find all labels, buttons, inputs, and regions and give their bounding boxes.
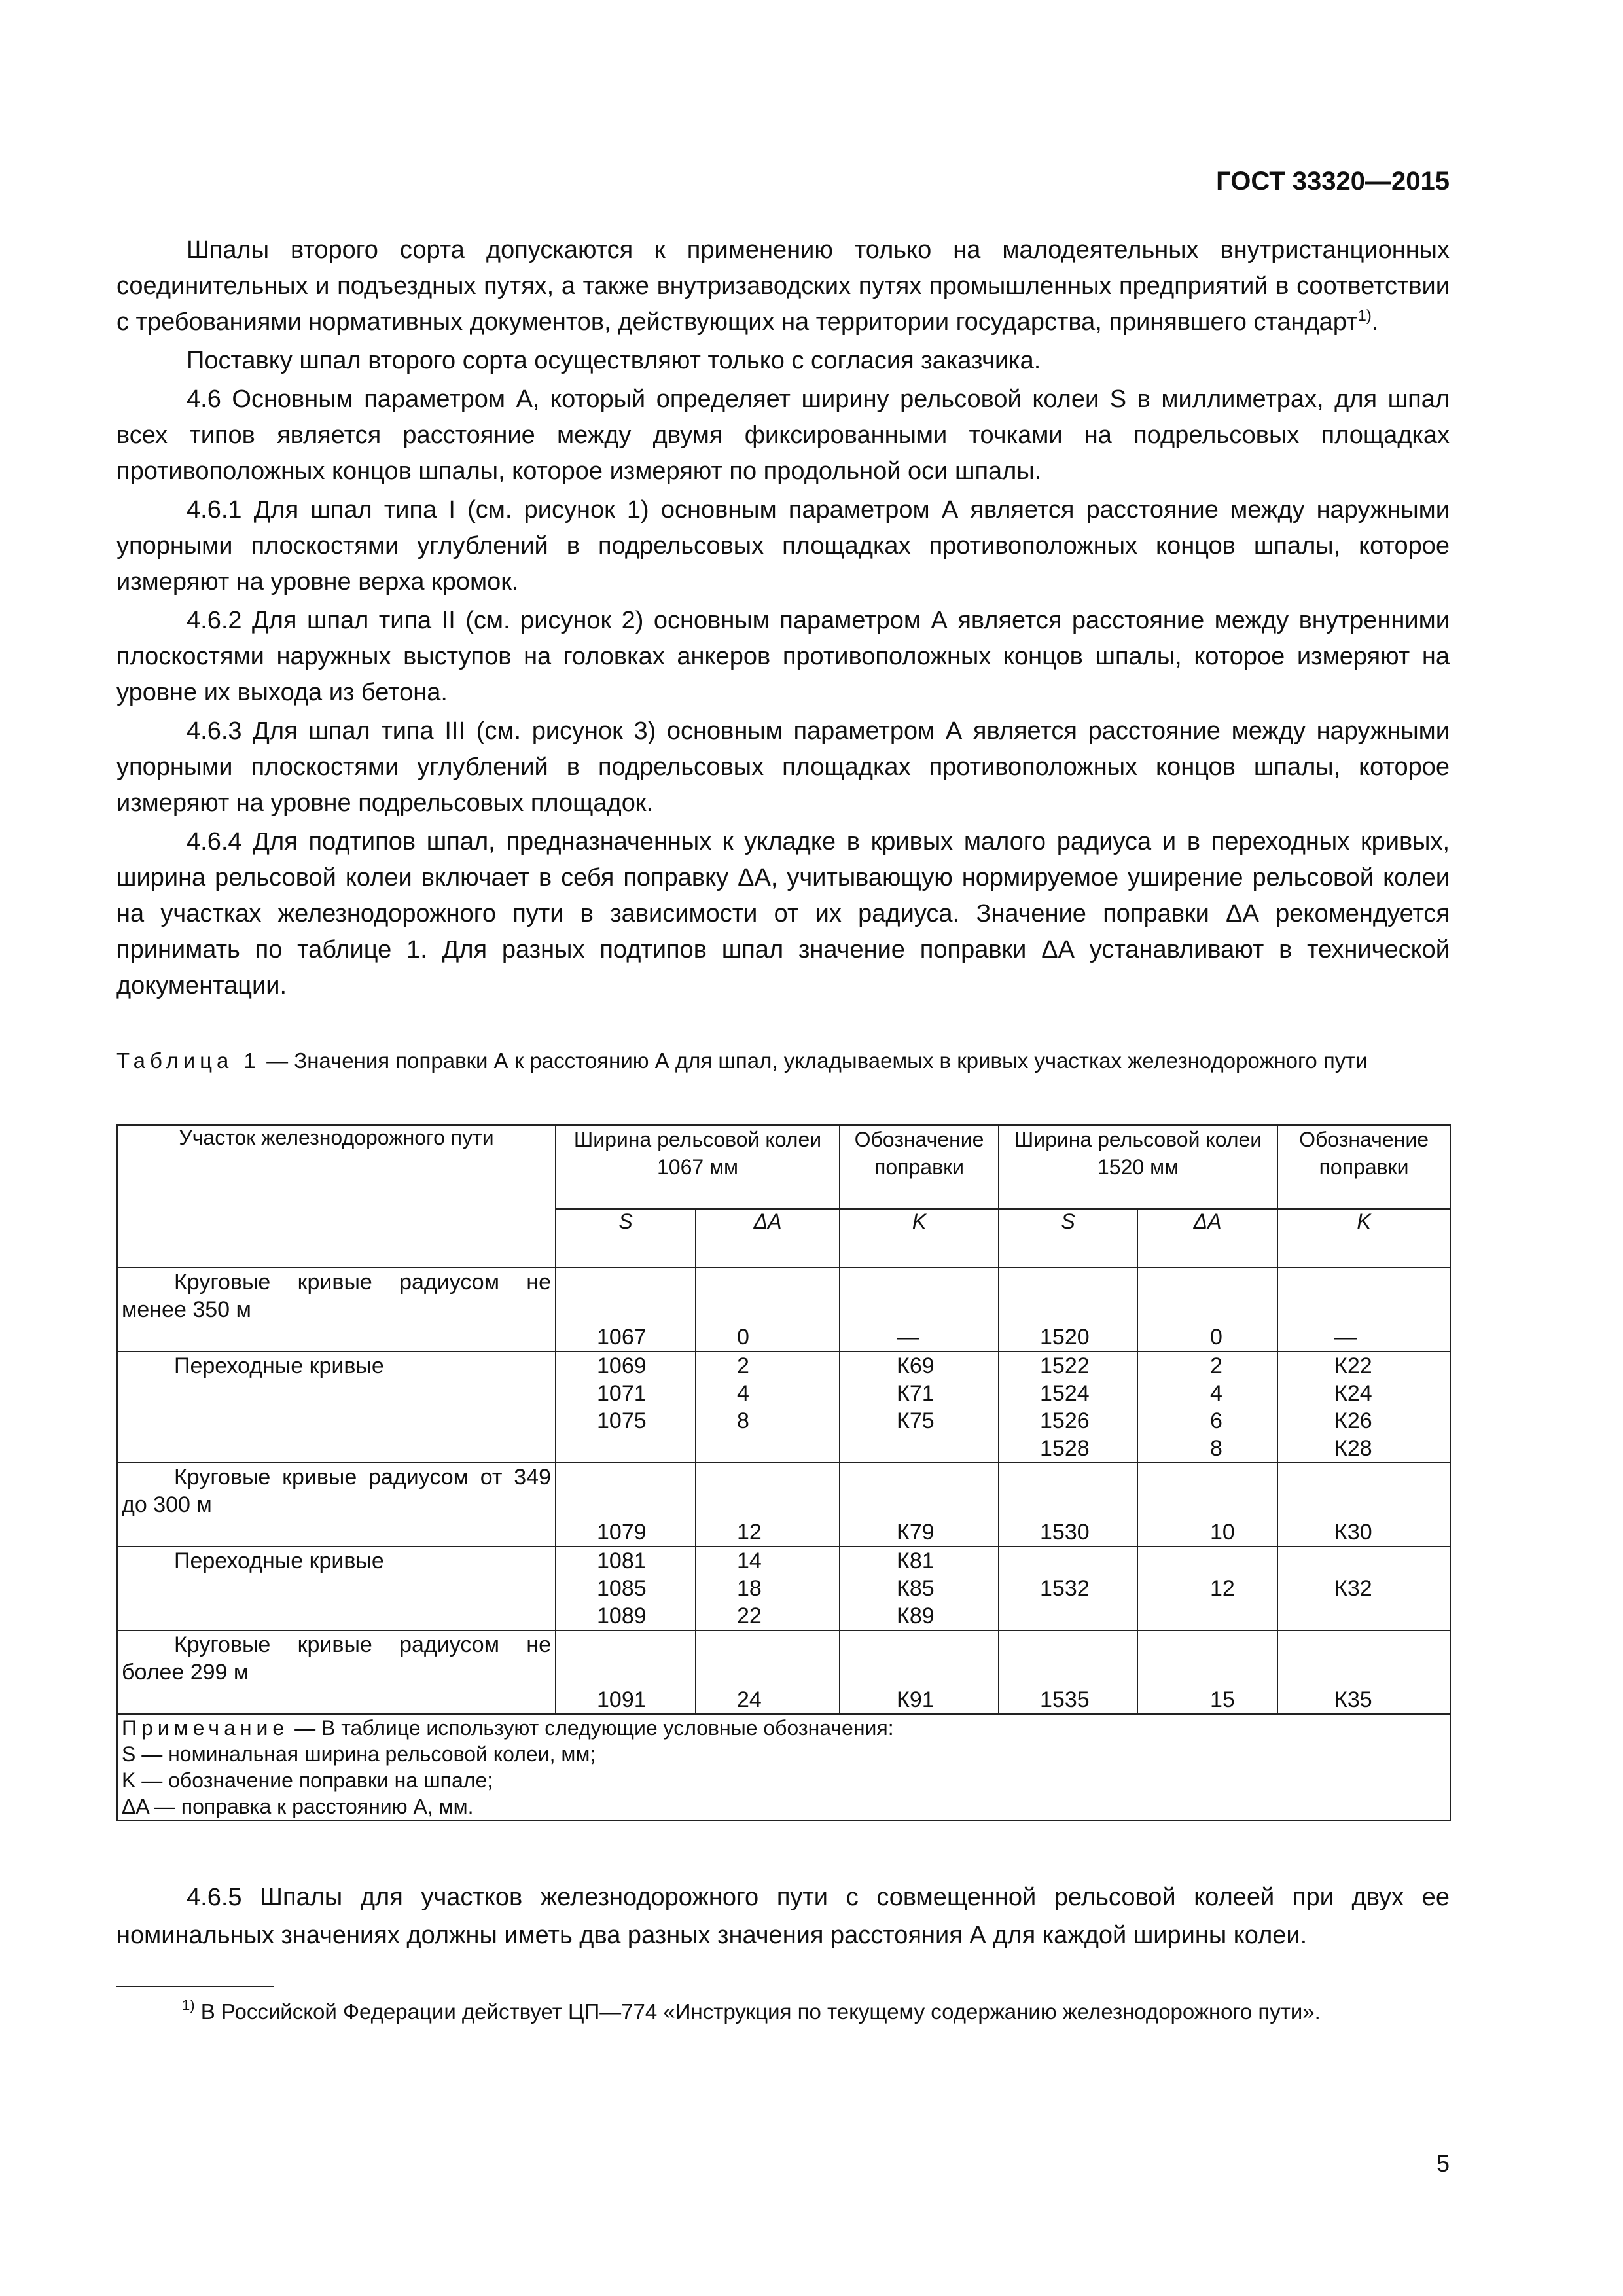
cell-mark-1067: К79	[840, 1463, 999, 1547]
sub-header-s: S	[556, 1209, 696, 1268]
table-note	[117, 1714, 1450, 1820]
row-section-label: Круговые кривые радиусом не более 299 м	[117, 1630, 556, 1714]
footnote-rule	[116, 1986, 274, 1987]
cell-s-1067: 1079	[556, 1463, 696, 1547]
cell-s-1520: 1530	[999, 1463, 1137, 1547]
cell-mark-1520: К32	[1277, 1547, 1450, 1630]
note-line: K — обозначение поправки на шпале;	[122, 1768, 493, 1792]
footnote-marker: 1)	[182, 1997, 195, 2013]
row-section-label: Переходные кривые	[117, 1547, 556, 1630]
paragraph-4-6-3: 4.6.3 Для шпал типа III (см. рисунок 3) основным параметром А является расстояние между наружными упорными плоскостями углублений в подрельсовых площадках противоположных концов шпалы, которое измеряют на уровне подрельсовых площадок.	[116, 717, 1450, 817]
cell-delta-1067: 24	[696, 1630, 840, 1714]
col-header-section: Участок железнодорожного пути	[117, 1125, 556, 1268]
note-intro-line	[122, 1715, 1446, 1741]
cell-mark-1520: К35	[1277, 1630, 1450, 1714]
row-section-label: Круговые кривые радиусом от 349 до 300 м	[117, 1463, 556, 1547]
note-intro: — В таблице используют следующие условные обозначения:	[289, 1716, 894, 1740]
cell-delta-1067: 0	[696, 1268, 840, 1352]
paragraph-4-6-4: 4.6.4 Для подтипов шпал, предназначенных к укладке в кривых малого радиуса и в переходных кривых, ширина рельсовой колеи включает в себя поправку ΔА, учитывающую нормируемое уширение рельсовой колеи на участках железнодорожного пути в зависимости от их радиуса. Значение поправки ΔА рекомендуется принимать по таблице 1. Для разных подтипов шпал значение поправки ΔА устанавливают в технической документации.	[116, 828, 1450, 999]
cell-s-1520: 1532	[999, 1547, 1137, 1630]
cell-delta-1520: 0	[1137, 1268, 1277, 1352]
paragraph-4-6-1: 4.6.1 Для шпал типа I (см. рисунок 1) основным параметром А является расстояние между наружными упорными плоскостями углублений в подрельсовых площадках противоположных концов шпалы, которое измеряют на уровне верха кромок.	[116, 496, 1450, 596]
cell-mark-1520: К22 К24 К26 К28	[1277, 1352, 1450, 1463]
cell-delta-1067: 14 18 22	[696, 1547, 840, 1630]
cell-delta-1520: 10	[1137, 1463, 1277, 1547]
cell-s-1067: 1067	[556, 1268, 696, 1352]
sub-header-s-2: S	[999, 1209, 1137, 1268]
table-row	[117, 1630, 1450, 1714]
cell-mark-1067: К81 К85 К89	[840, 1547, 999, 1630]
cell-mark-1520: К30	[1277, 1463, 1450, 1547]
cell-mark-1067: К91	[840, 1630, 999, 1714]
table-row	[117, 1268, 1450, 1352]
col-header-mark-2: Обозначение поправки	[1277, 1125, 1450, 1209]
cell-s-1067: 1081 1085 1089	[556, 1547, 696, 1630]
table-row	[117, 1352, 1450, 1463]
footnote-text: В Российской Федерации действует ЦП—774 «Инструкция по текущему содержанию железнодорожного пути».	[194, 2000, 1321, 2024]
row-section-label: Переходные кривые	[117, 1352, 556, 1463]
paragraph-second-grade	[116, 232, 1450, 340]
note-line: ΔA — поправка к расстоянию А, мм.	[122, 1795, 474, 1818]
page-number: 5	[1436, 2150, 1450, 2177]
note-lines	[122, 1741, 1446, 1820]
document-id: ГОСТ 33320—2015	[1216, 167, 1450, 196]
sub-header-k: K	[840, 1209, 999, 1268]
table-caption	[116, 1046, 1450, 1075]
body-text	[116, 232, 1450, 1007]
cell-s-1067: 1091	[556, 1630, 696, 1714]
cell-delta-1520: 12	[1137, 1547, 1277, 1630]
cell-delta-1520: 2 4 6 8	[1137, 1352, 1277, 1463]
body-text-after-table	[116, 1878, 1450, 1954]
col-header-width-1067: Ширина рельсовой колеи 1067 мм	[556, 1125, 840, 1209]
paragraph-supply: Поставку шпал второго сорта осуществляют только с согласия заказчика.	[187, 347, 1041, 374]
col-header-mark: Обозначение поправки	[840, 1125, 999, 1209]
note-label: Примечание	[122, 1716, 289, 1740]
cell-s-1520: 1522 1524 1526 1528	[999, 1352, 1137, 1463]
cell-s-1067: 1069 1071 1075	[556, 1352, 696, 1463]
cell-mark-1067: К69 К71 К75	[840, 1352, 999, 1463]
cell-delta-1520: 15	[1137, 1630, 1277, 1714]
cell-s-1520: 1535	[999, 1630, 1137, 1714]
correction-table	[116, 1124, 1451, 1821]
table-caption-label: Таблица 1	[116, 1049, 260, 1073]
row-section-label: Круговые кривые радиусом не менее 350 м	[117, 1268, 556, 1352]
paragraph-4-6: 4.6 Основным параметром А, который определяет ширину рельсовой колеи S в миллиметрах, для шпал всех типов является расстояние между двумя фиксированными точками на подрельсовых площадках противоположных концов шпалы, которое измеряют по продольной оси шпалы.	[116, 386, 1450, 485]
sub-header-k-2: K	[1277, 1209, 1450, 1268]
cell-mark-1520: —	[1277, 1268, 1450, 1352]
paragraph-text: Шпалы второго сорта допускаются к применению только на малодеятельных внутристанционных соединительных и подъездных путях, а также внутризаводских путях промышленных предприятий в соответствии с требованиями нормативных документов, действующих на территории государства, принявшего стандарт	[116, 236, 1450, 336]
sub-header-delta-2: ΔA	[1137, 1209, 1277, 1268]
col-header-width-1520: Ширина рельсовой колеи 1520 мм	[999, 1125, 1277, 1209]
cell-mark-1067: —	[840, 1268, 999, 1352]
table-body	[117, 1268, 1450, 1714]
table-row	[117, 1547, 1450, 1630]
cell-delta-1067: 2 4 8	[696, 1352, 840, 1463]
paragraph-4-6-2: 4.6.2 Для шпал типа II (см. рисунок 2) основным параметром А является расстояние между внутренними плоскостями наружных выступов на головках анкеров противоположных концов шпалы, которое измеряют на уровне их выхода из бетона.	[116, 607, 1450, 706]
note-line: S — номинальная ширина рельсовой колеи, мм;	[122, 1742, 596, 1766]
cell-delta-1067: 12	[696, 1463, 840, 1547]
footnote	[116, 1996, 1450, 2028]
table-row	[117, 1463, 1450, 1547]
paragraph-4-6-5: 4.6.5 Шпалы для участков железнодорожного пути с совмещенной рельсовой колеей при двух ее номинальных значениях должны иметь два разных значения расстояния А для каждой ширины колеи.	[116, 1884, 1450, 1949]
cell-s-1520: 1520	[999, 1268, 1137, 1352]
table-caption-text: — Значения поправки А к расстоянию А для шпал, укладываемых в кривых участках железнодорожного пути	[260, 1049, 1368, 1073]
paragraph-end: .	[1371, 308, 1379, 336]
sub-header-delta: ΔA	[696, 1209, 840, 1268]
footnote-ref: 1)	[1357, 307, 1372, 325]
